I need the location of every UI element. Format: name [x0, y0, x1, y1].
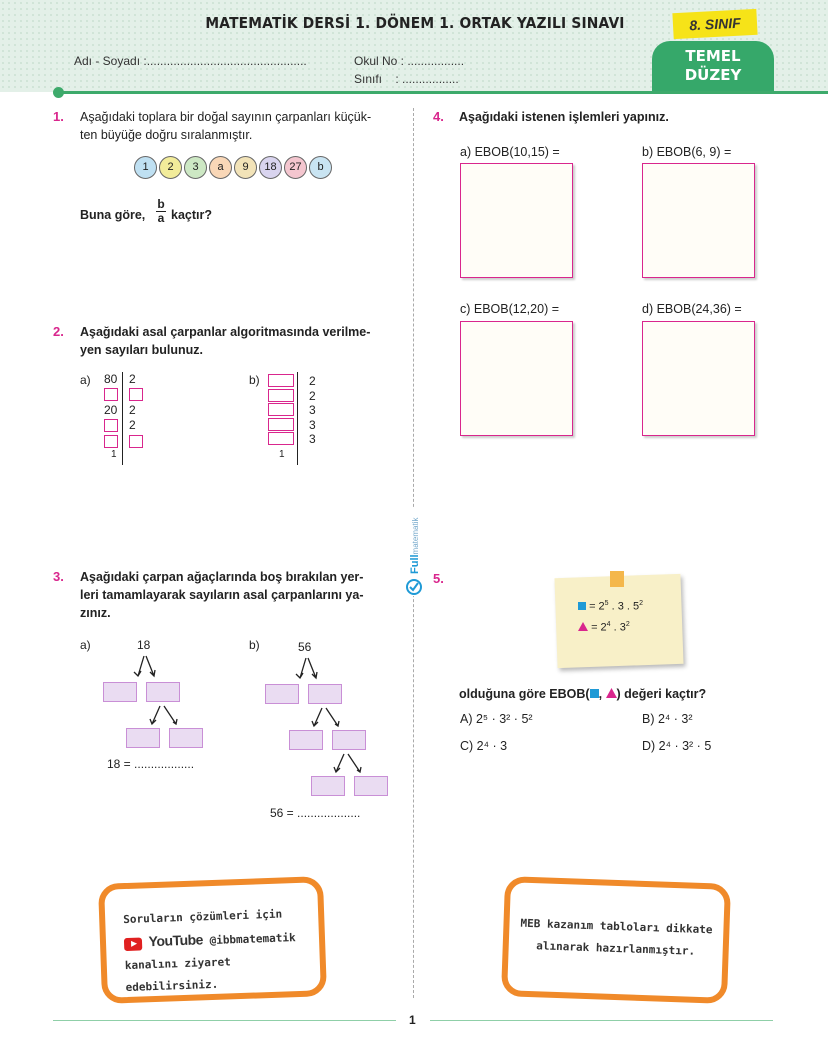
q3-number: 3. [53, 569, 64, 584]
q5-note-line-2-base: = 2 [591, 621, 607, 634]
q1-fraction-numerator: b [157, 197, 165, 211]
q4-answer-box-d[interactable] [642, 321, 755, 436]
q1-bead: a [209, 156, 232, 179]
footer-line-left [53, 1020, 396, 1021]
youtube-icon [124, 937, 142, 951]
q5-note-line-1 [578, 600, 643, 613]
q2b-divisor: 3 [309, 403, 316, 417]
q3a-box-2[interactable] [146, 682, 180, 702]
q1-text-line-2: ten büyüğe doğru sıralanmıştır. [80, 128, 253, 142]
q5-question [459, 685, 706, 703]
q2b-divisor: 2 [309, 374, 316, 388]
q4-item-d: d) EBOB(24,36) = [642, 302, 742, 316]
youtube-info-frame [98, 876, 327, 1004]
q1-bead: 1 [134, 156, 157, 179]
q2b-divisor: 3 [309, 432, 316, 446]
q1-prompt-pre: Buna göre, [80, 208, 146, 222]
q1-bead-row [134, 156, 344, 182]
q2a-end-number: 1 [111, 449, 117, 460]
q5-note-line-2 [578, 621, 630, 634]
q4-answer-box-a[interactable] [460, 163, 573, 278]
q4-text: Aşağıdaki istenen işlemleri yapınız. [459, 110, 669, 124]
youtube-info-line-1: Soruların çözümleri için [123, 907, 283, 927]
meb-info-frame [501, 876, 731, 1004]
q3b-box-1[interactable] [265, 684, 299, 704]
square-icon [590, 689, 599, 698]
q2a-top-divisor: 2 [129, 372, 136, 386]
exam-title: MATEMATİK DERSİ 1. DÖNEM 1. ORTAK YAZILI SINAVI [205, 14, 625, 32]
q1-text-line-1: Aşağıdaki toplara bir doğal sayının çarpanları küçük- [80, 110, 372, 124]
grade-tag: 8. SINIF [672, 9, 757, 39]
q2a-blank-1[interactable] [104, 388, 118, 401]
brand-name-main: Full [409, 554, 421, 574]
q1-number: 1. [53, 109, 64, 124]
q1-bead: 9 [234, 156, 257, 179]
q3a-box-1[interactable] [103, 682, 137, 702]
q2-text-line-1: Aşağıdaki asal çarpanlar algoritmasında verilme- [80, 325, 371, 339]
square-icon [578, 602, 586, 610]
q1-fraction-denominator: a [157, 211, 165, 225]
q2a-division-bar [122, 372, 123, 465]
q2b-blank[interactable] [268, 389, 294, 402]
q2a-blank-5[interactable] [129, 435, 143, 448]
header-dot [53, 87, 64, 98]
class-field: Sınıfı : ................. [354, 72, 459, 86]
q3-text-line-3: zınız. [80, 606, 111, 620]
q2-text-line-2: yen sayıları bulunuz. [80, 343, 203, 357]
q5-note-tape [610, 571, 624, 587]
q2-number: 2. [53, 324, 64, 339]
q3-text-line-2: leri tamamlayarak sayıların asal çarpanlarını ya- [80, 588, 364, 602]
q3b-result: 56 = ................... [270, 806, 361, 820]
youtube-wordmark: YouTube [148, 931, 204, 950]
q3-text-line-1: Aşağıdaki çarpan ağaçlarında boş bırakılan yer- [80, 570, 364, 584]
youtube-handle: @ibbmatematik [209, 931, 296, 948]
youtube-info-line-3: kanalını ziyaret edebilirsiniz. [124, 955, 231, 995]
q2b-blank[interactable] [268, 403, 294, 416]
q5-question-post: ) değeri kaçtır? [616, 687, 707, 701]
meb-info-line-1: MEB kazanım tabloları dikkate [520, 916, 713, 937]
q2b-blank[interactable] [268, 374, 294, 387]
brand-name-sub: matematik [411, 517, 420, 555]
q5-note-line-1-exp2: 2 [639, 600, 644, 607]
q2a-label: a) [80, 373, 91, 387]
level-badge [652, 41, 774, 93]
q5-note-line-2-exp2: 2 [625, 621, 630, 628]
q5-question-pre: olduğuna göre EBOB( [459, 687, 590, 701]
brand-name [409, 514, 421, 574]
q3a-box-3[interactable] [126, 728, 160, 748]
q4-answer-box-b[interactable] [642, 163, 755, 278]
footer-line-right [430, 1020, 773, 1021]
q1-fraction [156, 198, 166, 225]
q3b-label: b) [249, 638, 260, 652]
q4-answer-box-c[interactable] [460, 321, 573, 436]
brand-logo [403, 508, 425, 596]
q3b-box-4[interactable] [332, 730, 366, 750]
q3a-label: a) [80, 638, 91, 652]
q3b-box-2[interactable] [308, 684, 342, 704]
youtube-info-text [104, 882, 321, 999]
q2b-divisor: 2 [309, 388, 316, 403]
q1-bead: 3 [184, 156, 207, 179]
q2b-blank[interactable] [268, 432, 294, 445]
level-line-1: TEMEL [685, 47, 741, 65]
q5-question-comma: , [598, 687, 603, 701]
q5-note-line-1-rest: . 3 . 5 [611, 600, 640, 613]
q5-option-b[interactable]: B) 2⁴ · 3² [642, 712, 693, 726]
q5-note-line-2-exp: 4 [606, 621, 611, 628]
q2b-divisor: 3 [309, 417, 316, 432]
q3b-box-6[interactable] [354, 776, 388, 796]
q2b-end-number: 1 [279, 449, 285, 460]
meb-info-text [508, 882, 724, 963]
q3b-box-5[interactable] [311, 776, 345, 796]
q3a-root: 18 [137, 638, 151, 652]
q3b-tree-arrows [262, 652, 402, 782]
q4-item-b: b) EBOB(6, 9) = [642, 145, 732, 159]
q1-prompt-post: kaçtır? [171, 208, 212, 222]
q2a-divisor-3: 2 [129, 418, 136, 432]
q1-bead: b [309, 156, 332, 179]
school-no-field: Okul No : ................. [354, 54, 465, 68]
q1-bead: 18 [259, 156, 282, 179]
q2a-top-number: 80 [104, 372, 118, 386]
q2a-divisor-2: 2 [129, 403, 136, 417]
triangle-icon [578, 622, 588, 631]
q5-option-d[interactable]: D) 2⁴ · 3² · 5 [642, 739, 712, 753]
q3a-result: 18 = .................. [107, 757, 195, 771]
page-number: 1 [409, 1013, 416, 1027]
q1-bead: 2 [159, 156, 182, 179]
q2a-blank-2[interactable] [129, 388, 143, 401]
q4-item-c: c) EBOB(12,20) = [460, 302, 559, 316]
q5-option-a[interactable]: A) 2⁵ · 3² · 5² [460, 712, 533, 726]
q5-number: 5. [433, 571, 444, 586]
q2b-label: b) [249, 373, 260, 387]
header-divider [58, 91, 828, 94]
q2a-blank-3[interactable] [104, 419, 118, 432]
q3a-box-4[interactable] [169, 728, 203, 748]
q3b-root: 56 [298, 640, 312, 654]
q4-number: 4. [433, 109, 444, 124]
q5-option-c[interactable]: C) 2⁴ · 3 [460, 739, 508, 753]
q2b-blank[interactable] [268, 418, 294, 431]
triangle-icon [606, 688, 617, 698]
level-line-2: DÜZEY [684, 66, 742, 84]
q2b-division-bar [297, 372, 298, 465]
name-field: Adı - Soyadı :................................................ [74, 54, 307, 68]
q2a-mid-number: 20 [104, 403, 118, 417]
meb-info-line-2: alınarak hazırlanmıştır. [536, 939, 696, 958]
q4-item-a: a) EBOB(10,15) = [460, 145, 560, 159]
q2a-blank-4[interactable] [104, 435, 118, 448]
q1-bead: 27 [284, 156, 307, 179]
q2b-ladder [268, 374, 328, 464]
q5-note-line-1-exp: 5 [604, 600, 609, 607]
q3b-box-3[interactable] [289, 730, 323, 750]
q5-note-line-2-rest: . 3 [613, 621, 626, 634]
q5-note-line-1-base: = 2 [589, 600, 605, 613]
